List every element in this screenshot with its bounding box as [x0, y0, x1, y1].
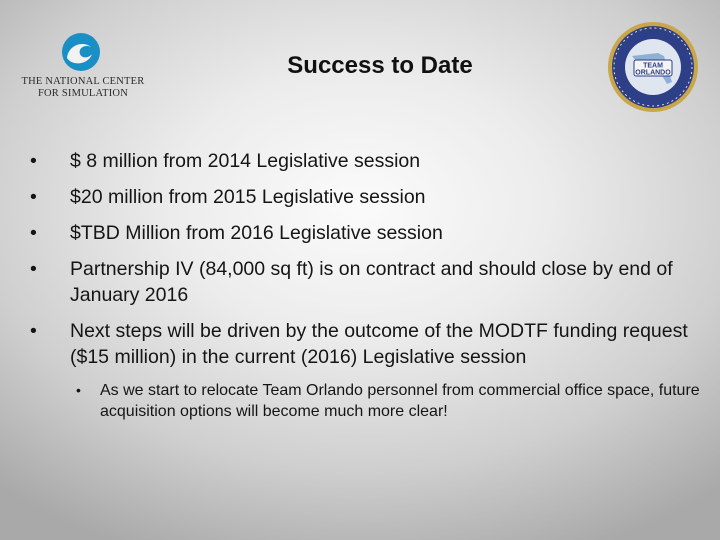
bullet-item — [30, 256, 700, 308]
seal-text-line2: ORLANDO — [635, 69, 671, 77]
bullet-dot: • — [30, 222, 37, 244]
ncs-logo-text — [8, 76, 158, 100]
bullet-text: Partnership IV (84,000 sq ft) is on contract and should close by end of January 2016 — [70, 258, 673, 306]
bullet-text: $TBD Million from 2016 Legislative session — [70, 222, 443, 244]
sub-bullet-item — [76, 380, 700, 422]
sub-bullet-dot: • — [76, 382, 81, 398]
bullet-text: Next steps will be driven by the outcome of the MODTF funding request ($15 million) in the current (2016) Legislative session — [70, 320, 688, 368]
ncs-logo-line2: FOR SIMULATION — [37, 88, 128, 99]
ncs-logo — [8, 32, 158, 102]
ncs-wave-icon — [58, 32, 104, 72]
bullet-text: $20 million from 2015 Legislative session — [70, 186, 426, 208]
team-orlando-seal — [606, 20, 700, 114]
bullet-item — [30, 148, 700, 174]
bullet-item — [30, 318, 700, 422]
slide-title: Success to Date — [287, 52, 473, 79]
bullet-dot: • — [30, 320, 37, 342]
sub-bullet-text: As we start to relocate Team Orlando personnel from commercial office space, future acquisition options will become much more clear! — [100, 382, 700, 420]
bullet-text: $ 8 million from 2014 Legislative session — [70, 150, 421, 172]
bullet-dot: • — [30, 150, 37, 172]
bullet-list — [30, 148, 700, 432]
bullet-item — [30, 220, 700, 246]
team-orlando-seal-icon — [606, 20, 700, 114]
bullet-dot: • — [30, 258, 37, 280]
ncs-logo-line1: THE NATIONAL CENTER — [21, 76, 145, 87]
bullet-item — [30, 184, 700, 210]
bullet-dot: • — [30, 186, 37, 208]
seal-text-line1: TEAM — [643, 62, 663, 70]
